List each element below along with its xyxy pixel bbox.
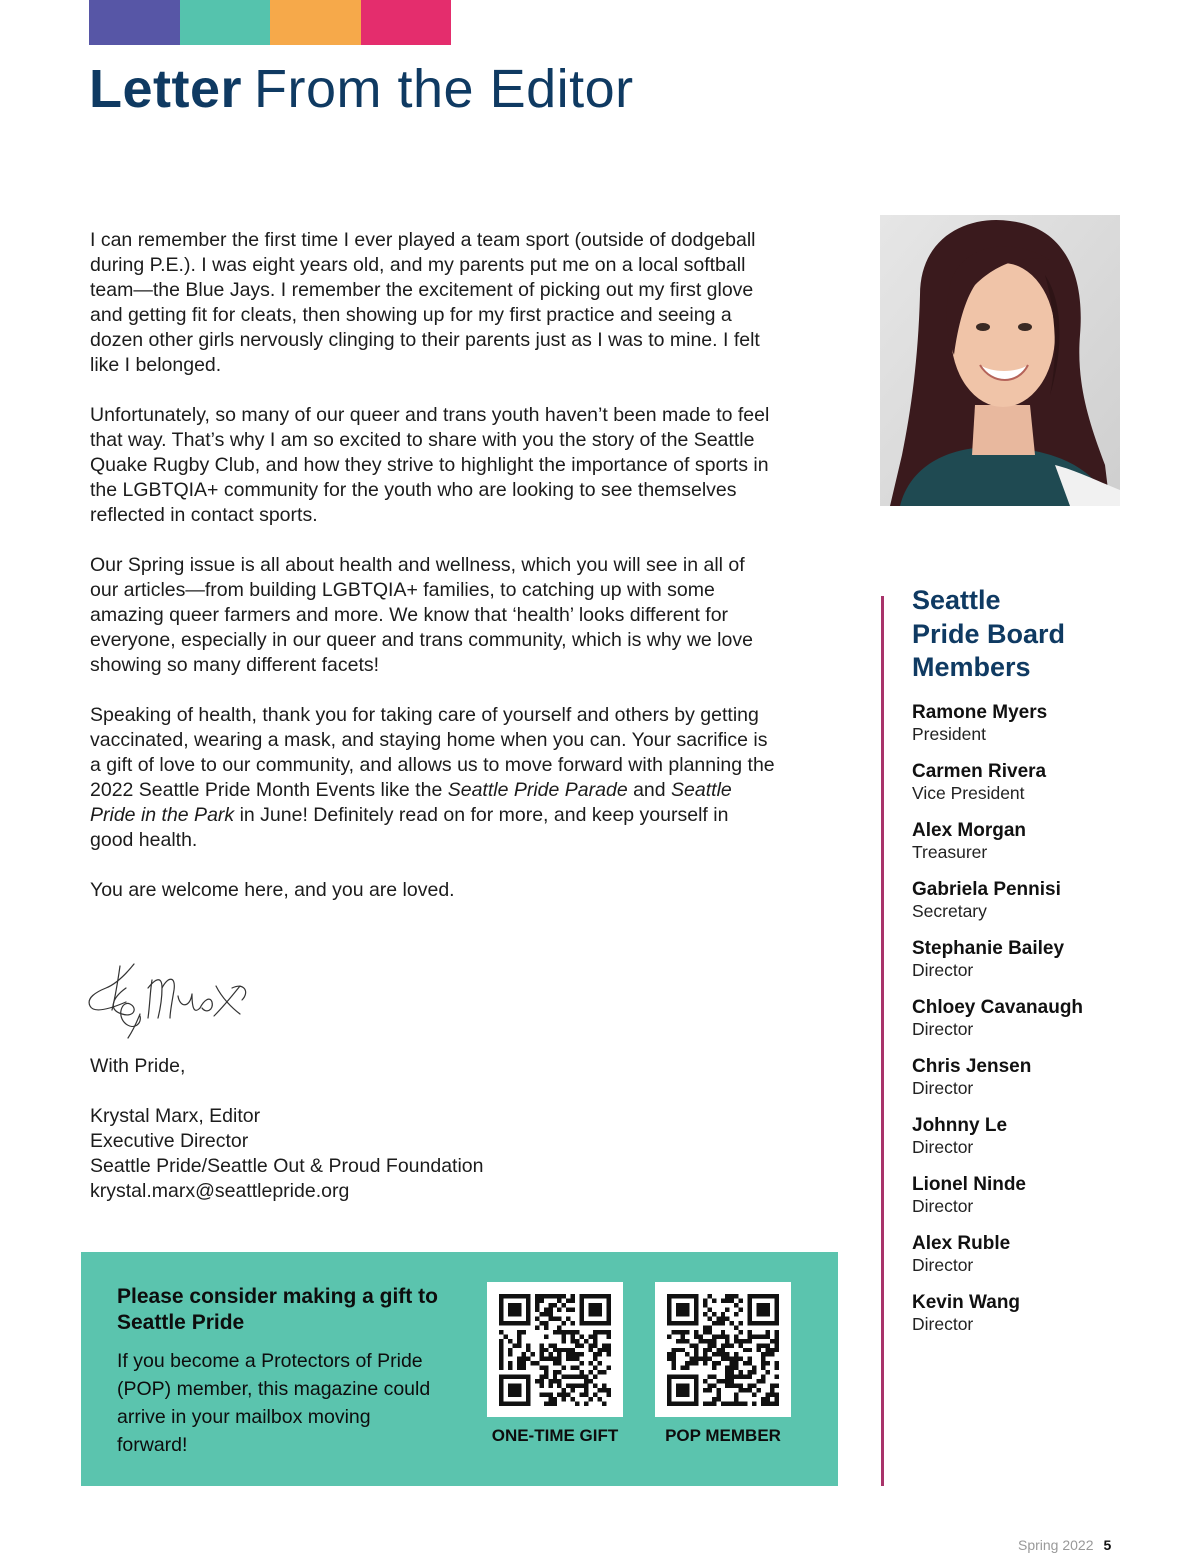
board-member-role: Secretary: [912, 900, 987, 921]
one-time-gift-qr-code[interactable]: [487, 1282, 623, 1417]
page-title-light: From the Editor: [254, 59, 634, 119]
board-member: [912, 878, 1172, 922]
letter-paragraph-5: You are welcome here, and you are loved.: [90, 879, 455, 901]
page-title-bold: Letter: [89, 59, 243, 119]
donation-heading: Please consider making a gift to Seattle Pride: [117, 1285, 438, 1334]
accent-bar-purple: [89, 0, 180, 45]
letter-paragraph-1: I can remember the first time I ever played a team sport (outside of dodgeball during P.E.). I was eight years old, and my parents put me on a local softball team—the Blue Jays. I remember the excitement of picking out my first glove and getting fit for cleats, then showing up for my first practice and seeing a dozen other girls nervously clinging to their parents just as I was to mine. I felt like I belonged.: [90, 229, 760, 376]
board-members-panel: [912, 584, 1172, 1350]
pop-member-qr-code[interactable]: [655, 1282, 791, 1417]
donation-callout: [81, 1252, 838, 1486]
board-member-name: Ramone Myers: [912, 701, 1048, 723]
paragraph-4-text-a: Speaking of health, thank you for taking care of yourself and others by getting vaccinated, wearing a mask, and staying home when you can. Your sacrifice is a gift of love to our community, and allows us to move forward with planning the 2022 Seattle Pride Month Events like the: [90, 704, 775, 801]
pop-member-label: POP MEMBER: [665, 1426, 781, 1445]
board-member: [912, 760, 1172, 804]
editor-title: Executive Director: [90, 1130, 249, 1152]
board-title-line-2: Pride Board: [912, 618, 1066, 649]
letter-body: [90, 228, 775, 928]
one-time-gift-label: ONE-TIME GIFT: [491, 1426, 619, 1445]
board-member: [912, 996, 1172, 1040]
board-member-role: Director: [912, 1195, 974, 1216]
letter-closing: [90, 1054, 484, 1204]
board-title-line-1: Seattle: [912, 585, 1001, 615]
paragraph-4-text-b: and: [627, 779, 672, 801]
board-member-role: Treasurer: [912, 841, 988, 862]
seattle-pride-in-the-park-title: Seattle Pride in the Park: [90, 779, 732, 826]
editor-organization: Seattle Pride/Seattle Out & Proud Foundation: [90, 1155, 484, 1177]
board-member-name: Gabriela Pennisi: [912, 878, 1061, 900]
page-number: 5: [1103, 1537, 1112, 1553]
board-title-line-3: Members: [912, 652, 1031, 682]
seattle-pride-parade-title: Seattle Pride Parade: [447, 779, 628, 801]
board-member-name: Carmen Rivera: [912, 760, 1047, 782]
board-member: [912, 701, 1172, 745]
board-member-role: Director: [912, 1018, 974, 1039]
accent-bar-pink: [361, 0, 452, 45]
board-member-role: Director: [912, 1077, 974, 1098]
board-member-role: Director: [912, 1136, 974, 1157]
letter-paragraph-3: Our Spring issue is all about health and wellness, which you will see in all of our articles—from building LGBTQIA+ families, to catching up with some amazing queer farmers and more. We know that ‘health’ looks different for everyone, especially in our queer and trans community, which is why we love showing so many different facets!: [90, 554, 753, 676]
board-member: [912, 1114, 1172, 1158]
board-member-name: Johnny Le: [912, 1114, 1008, 1136]
board-member-role: President: [912, 723, 986, 744]
paragraph-4-text-c: in June! Definitely read on for more, and keep yourself in good health.: [90, 804, 729, 851]
editor-photo: [880, 215, 1120, 506]
board-member: [912, 819, 1172, 863]
board-member-name: Stephanie Bailey: [912, 937, 1065, 959]
board-divider-line: [881, 596, 884, 1486]
editor-name: Krystal Marx, Editor: [90, 1105, 261, 1127]
board-member: [912, 1173, 1172, 1217]
board-member-name: Alex Morgan: [912, 819, 1027, 841]
letter-paragraph-2: Unfortunately, so many of our queer and trans youth haven’t been made to feel that way. That’s why I am so excited to share with you the story of the Seattle Quake Rugby Club, and how they strive to highlight the importance of sports in the LGBTQIA+ community for the youth who are looking to see themselves reflected in contact sports.: [90, 404, 770, 526]
sign-off: With Pride,: [90, 1055, 186, 1077]
accent-bar-teal: [180, 0, 271, 45]
board-member-role: Director: [912, 1313, 974, 1334]
signature-image: [82, 958, 257, 1040]
editor-email: krystal.marx@seattlepride.org: [90, 1180, 350, 1202]
board-member: [912, 937, 1172, 981]
board-member-role: Director: [912, 1254, 974, 1275]
board-member-name: Chloey Cavanaugh: [912, 996, 1084, 1018]
board-member: [912, 1232, 1172, 1276]
board-member-list: [912, 701, 1172, 1335]
board-title: [912, 584, 1172, 685]
board-member: [912, 1291, 1172, 1335]
board-member: [912, 1055, 1172, 1099]
issue-label: Spring 2022: [1018, 1537, 1094, 1553]
accent-bar-orange: [270, 0, 361, 45]
page-title: [89, 58, 634, 120]
board-member-role: Director: [912, 959, 974, 980]
donation-body: If you become a Protectors of Pride (POP) member, this magazine could arrive in your mailbox moving forward!: [117, 1350, 431, 1456]
letter-paragraph-4: [90, 703, 775, 853]
board-member-role: Vice President: [912, 782, 1025, 803]
board-member-name: Alex Ruble: [912, 1232, 1011, 1254]
page-footer: [1018, 1537, 1111, 1553]
board-member-name: Kevin Wang: [912, 1291, 1021, 1313]
board-member-name: Lionel Ninde: [912, 1173, 1026, 1195]
accent-color-bars: [89, 0, 451, 45]
board-member-name: Chris Jensen: [912, 1055, 1032, 1077]
